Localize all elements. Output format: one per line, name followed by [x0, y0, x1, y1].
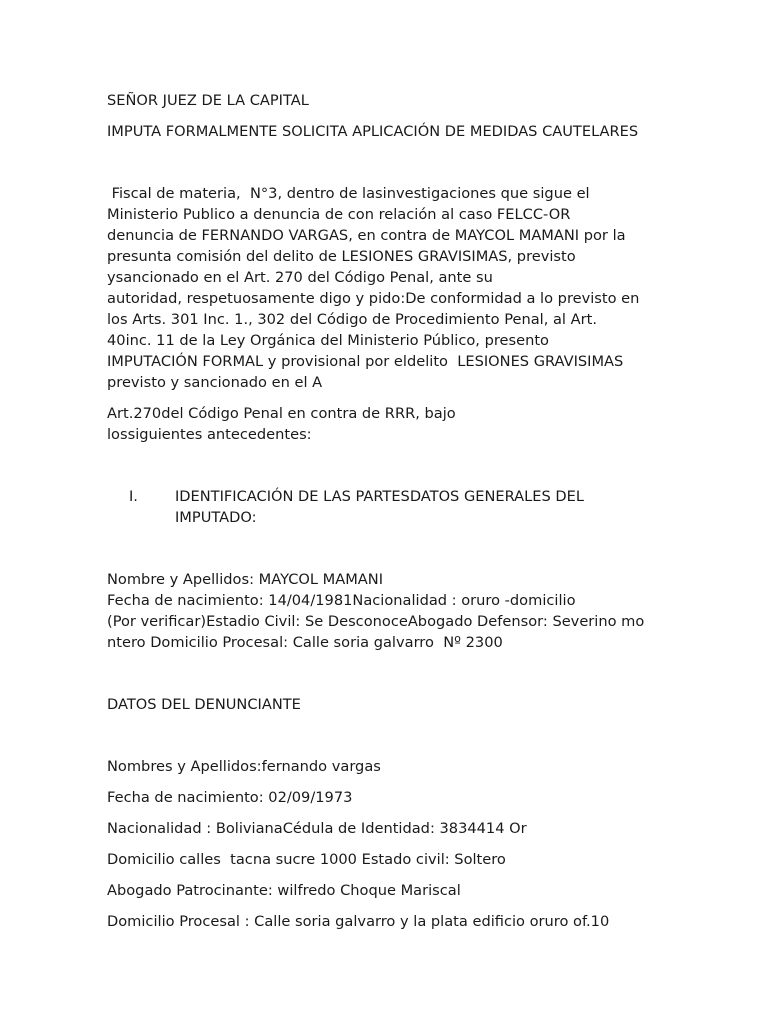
intro-line: IMPUTACIÓN FORMAL y provisional por eldelito LESIONES GRAVISIMAS — [107, 353, 624, 370]
intro-line: Ministerio Publico a denuncia de con relación al caso FELCC-OR — [107, 206, 571, 223]
intro-line: los Arts. 301 Inc. 1., 302 del Código de Procedimiento Penal, al Art. — [107, 311, 597, 328]
section-title-line: IMPUTADO: — [175, 509, 257, 526]
imputado-block — [107, 569, 667, 653]
denunciante-name: Nombres y Apellidos:fernando vargas — [107, 758, 381, 775]
section-heading — [107, 486, 667, 528]
imputado-line: Nombre y Apellidos: MAYCOL MAMANI — [107, 571, 384, 588]
imputado-line: Fecha de nacimiento: 14/04/1981Nacionalidad : oruro -domicilio — [107, 592, 576, 609]
intro-line: presunta comisión del delito de LESIONES GRAVISIMAS, previsto — [107, 248, 576, 265]
intro-line: Fiscal de materia, N°3, dentro de lasinvestigaciones que sigue el — [107, 185, 590, 202]
intro-line: ysancionado en el Art. 270 del Código Penal, ante su — [107, 269, 493, 286]
continuation-paragraph — [107, 403, 667, 445]
document-page — [107, 90, 667, 932]
intro-line: autoridad, respetuosamente digo y pido:De conformidad a lo previsto en — [107, 290, 640, 307]
intro-line: previsto y sancionado en el A — [107, 374, 323, 391]
section-title-line: IDENTIFICACIÓN DE LAS PARTESDATOS GENERALES DEL — [175, 488, 585, 505]
continuation-line: Art.270del Código Penal en contra de RRR, bajo — [107, 405, 456, 422]
denunciante-nationality: Nacionalidad : BolivianaCédula de Identidad: 3834414 Or — [107, 820, 527, 837]
denunciante-birth: Fecha de nacimiento: 02/09/1973 — [107, 789, 353, 806]
subject-line: IMPUTA FORMALMENTE SOLICITA APLICACIÓN DE MEDIDAS CAUTELARES — [107, 123, 639, 140]
denunciante-procedural-address: Domicilio Procesal : Calle soria galvarro y la plata edificio oruro of.10 — [107, 913, 610, 930]
section-number: I. — [129, 488, 138, 505]
intro-line: 40inc. 11 de la Ley Orgánica del Ministerio Público, presento — [107, 332, 549, 349]
imputado-line: ntero Domicilio Procesal: Calle soria galvarro Nº 2300 — [107, 634, 503, 651]
addressee-line: SEÑOR JUEZ DE LA CAPITAL — [107, 92, 309, 109]
continuation-line: lossiguientes antecedentes: — [107, 426, 312, 443]
imputado-line: (Por verificar)Estadio Civil: Se DesconoceAbogado Defensor: Severino mo — [107, 613, 645, 630]
intro-paragraph — [107, 183, 667, 393]
intro-line: denuncia de FERNANDO VARGAS, en contra de MAYCOL MAMANI por la — [107, 227, 626, 244]
denunciante-lawyer: Abogado Patrocinante: wilfredo Choque Mariscal — [107, 882, 461, 899]
denunciante-title: DATOS DEL DENUNCIANTE — [107, 696, 301, 713]
denunciante-address: Domicilio calles tacna sucre 1000 Estado civil: Soltero — [107, 851, 506, 868]
